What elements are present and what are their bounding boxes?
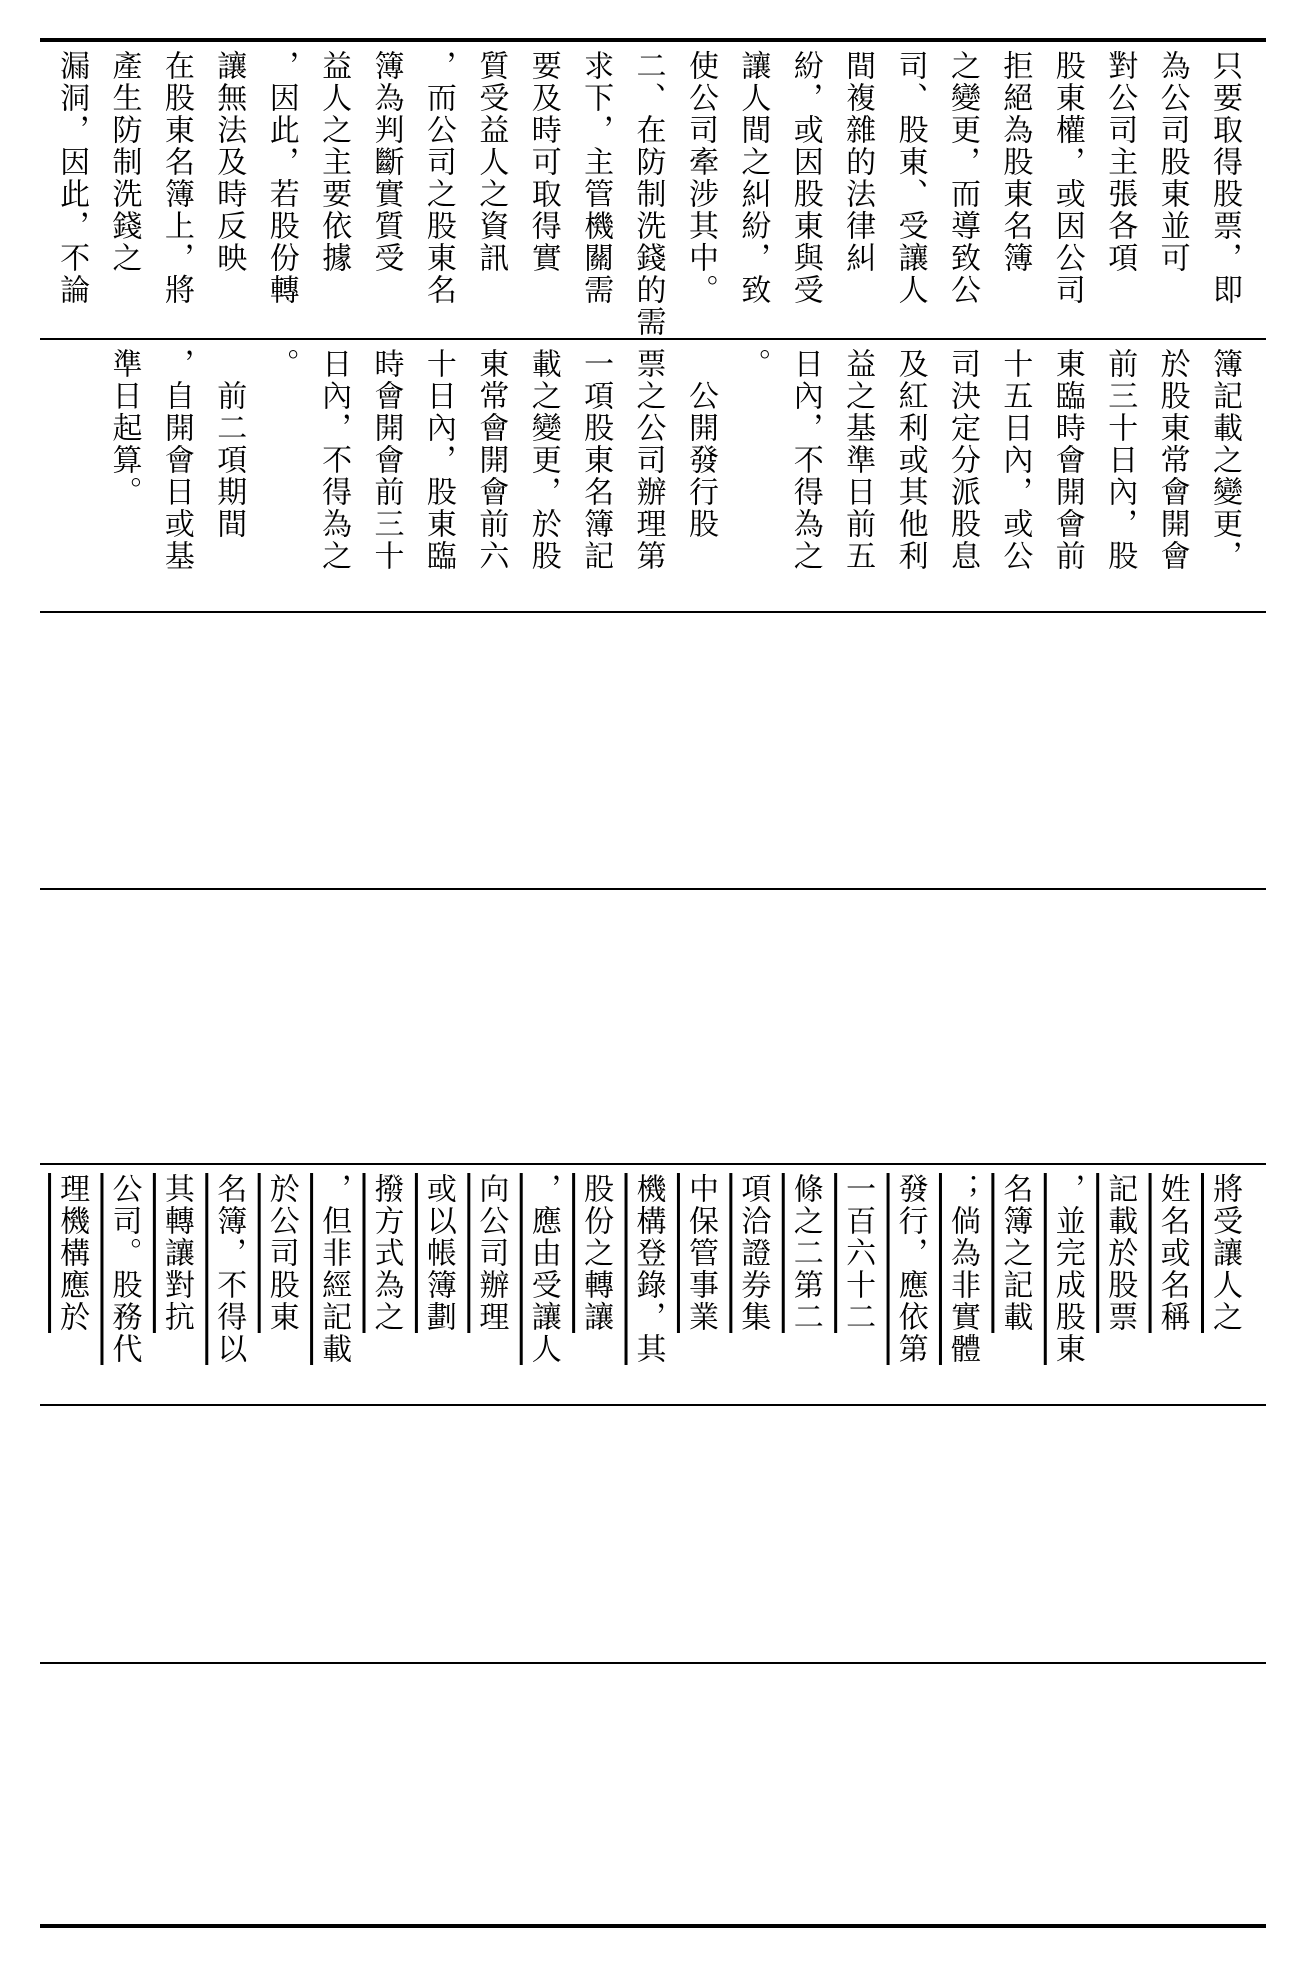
- text-line: 司、股東、受讓人: [892, 50, 928, 306]
- text-line: 之變更，而導致公: [944, 50, 980, 306]
- text-line: 前三十日內，股: [1102, 348, 1138, 572]
- text-line: 將受讓人之: [1207, 1173, 1242, 1333]
- text-line: 為公司股東並可: [1154, 50, 1190, 274]
- text-line: 十日內，股東臨: [420, 348, 456, 572]
- text-line: 在股東名簿上，將: [158, 50, 194, 306]
- text-line: 。: [263, 348, 299, 380]
- text-line: 日內，不得為之: [316, 348, 352, 572]
- text-line: 理機構應於: [54, 1173, 90, 1333]
- empty-cell: [60, 620, 1250, 882]
- text-line: 益人之主要依據: [316, 50, 352, 274]
- table-cell-row3: [54, 1173, 1250, 1399]
- bottom-rule: [40, 1924, 1266, 1928]
- text-line: 其轉讓對抗: [158, 1173, 194, 1333]
- text-line: 於公司股東: [263, 1173, 299, 1333]
- text-line: 時會開會前三十: [368, 348, 404, 572]
- text-line: 只要取得股票，即: [1207, 50, 1242, 306]
- text-line: 載之變更，於股: [525, 348, 561, 572]
- text-line: 要及時可取得實: [525, 50, 561, 274]
- row-divider: [40, 1163, 1266, 1165]
- empty-cell: [60, 896, 1250, 1158]
- text-line: 簿記載之變更，: [1207, 348, 1242, 572]
- text-line: ，並完成股東: [1049, 1173, 1085, 1365]
- text-line: 股份之轉讓: [578, 1173, 614, 1333]
- text-line: 向公司辦理: [473, 1173, 509, 1333]
- text-line: 或以帳簿劃: [420, 1173, 456, 1333]
- text-line: 準日起算。: [106, 348, 142, 508]
- text-line: 十五日內，或公: [997, 348, 1033, 572]
- text-line: 質受益人之資訊: [473, 50, 509, 274]
- text-line: 漏洞，因此，不論: [54, 50, 90, 306]
- text-line: 中保管事業: [682, 1173, 718, 1333]
- text-line: 及紅利或其他利: [892, 348, 928, 572]
- text-line: 使公司牽涉其中。: [682, 50, 718, 306]
- text-line: ，而公司之股東名: [420, 50, 456, 306]
- text-line: ，但非經記載: [316, 1173, 352, 1365]
- text-line: 拒絕為股東名簿: [997, 50, 1033, 274]
- text-line: 東常會開會前六: [473, 348, 509, 572]
- text-column: [54, 50, 1250, 338]
- empty-cell: [60, 1670, 1250, 1918]
- text-line: 對公司主張各項: [1102, 50, 1138, 274]
- text-line: ，自開會日或基: [158, 348, 194, 572]
- text-line: 一百六十二: [840, 1173, 876, 1333]
- text-line: ，因此，若股份轉: [263, 50, 299, 306]
- row-divider: [40, 1404, 1266, 1406]
- text-line: 讓無法及時反映: [211, 50, 247, 274]
- text-line: 益之基準日前五: [840, 348, 876, 572]
- text-line: 項洽證券集: [735, 1173, 771, 1333]
- text-line: 公司。股務代: [106, 1173, 142, 1365]
- text-line: 條之二第二: [787, 1173, 823, 1333]
- text-line: 間複雜的法律糾: [840, 50, 876, 274]
- text-line: 讓人間之糾紛，致: [735, 50, 771, 306]
- text-line: 名簿之記載: [997, 1173, 1033, 1333]
- text-line: 產生防制洗錢之: [106, 50, 142, 274]
- text-line: ，應由受讓人: [525, 1173, 561, 1365]
- table-cell-row1: [54, 50, 1250, 338]
- row-divider: [40, 1662, 1266, 1664]
- text-column: [54, 1173, 1250, 1365]
- text-line: 司決定分派股息: [944, 348, 980, 572]
- text-line: 日內，不得為之: [787, 348, 823, 572]
- text-line: 姓名或名稱: [1154, 1173, 1190, 1333]
- empty-cell: [60, 1412, 1250, 1656]
- text-line: 二、在防制洗錢的需: [630, 50, 666, 338]
- text-column: [60, 348, 1250, 572]
- text-line: ；倘為非實體: [944, 1173, 980, 1365]
- text-line: 簿為判斷實質受: [368, 50, 404, 274]
- text-line: 於股東常會開會: [1154, 348, 1190, 572]
- text-line: 票之公司辦理第: [630, 348, 666, 572]
- text-line: 發行，應依第: [892, 1173, 928, 1365]
- row-divider: [40, 888, 1266, 890]
- top-rule: [40, 38, 1266, 42]
- text-line: 求下，主管機關需: [578, 50, 614, 306]
- text-line: 記載於股票: [1102, 1173, 1138, 1333]
- text-line: 名簿，不得以: [211, 1173, 247, 1365]
- text-line: 公開發行股: [682, 348, 718, 540]
- row-divider: [40, 338, 1266, 340]
- text-line: 機構登錄，其: [630, 1173, 666, 1365]
- text-line: 一項股東名簿記: [578, 348, 614, 572]
- text-line: 紛，或因股東與受: [787, 50, 823, 306]
- text-line: 前二項期間: [211, 348, 247, 540]
- text-line: 。: [735, 348, 771, 380]
- row-divider: [40, 611, 1266, 613]
- text-line: 股東權，或因公司: [1049, 50, 1085, 306]
- table-cell-row2: [60, 348, 1250, 608]
- text-line: 東臨時會開會前: [1049, 348, 1085, 572]
- text-line: 撥方式為之: [368, 1173, 404, 1333]
